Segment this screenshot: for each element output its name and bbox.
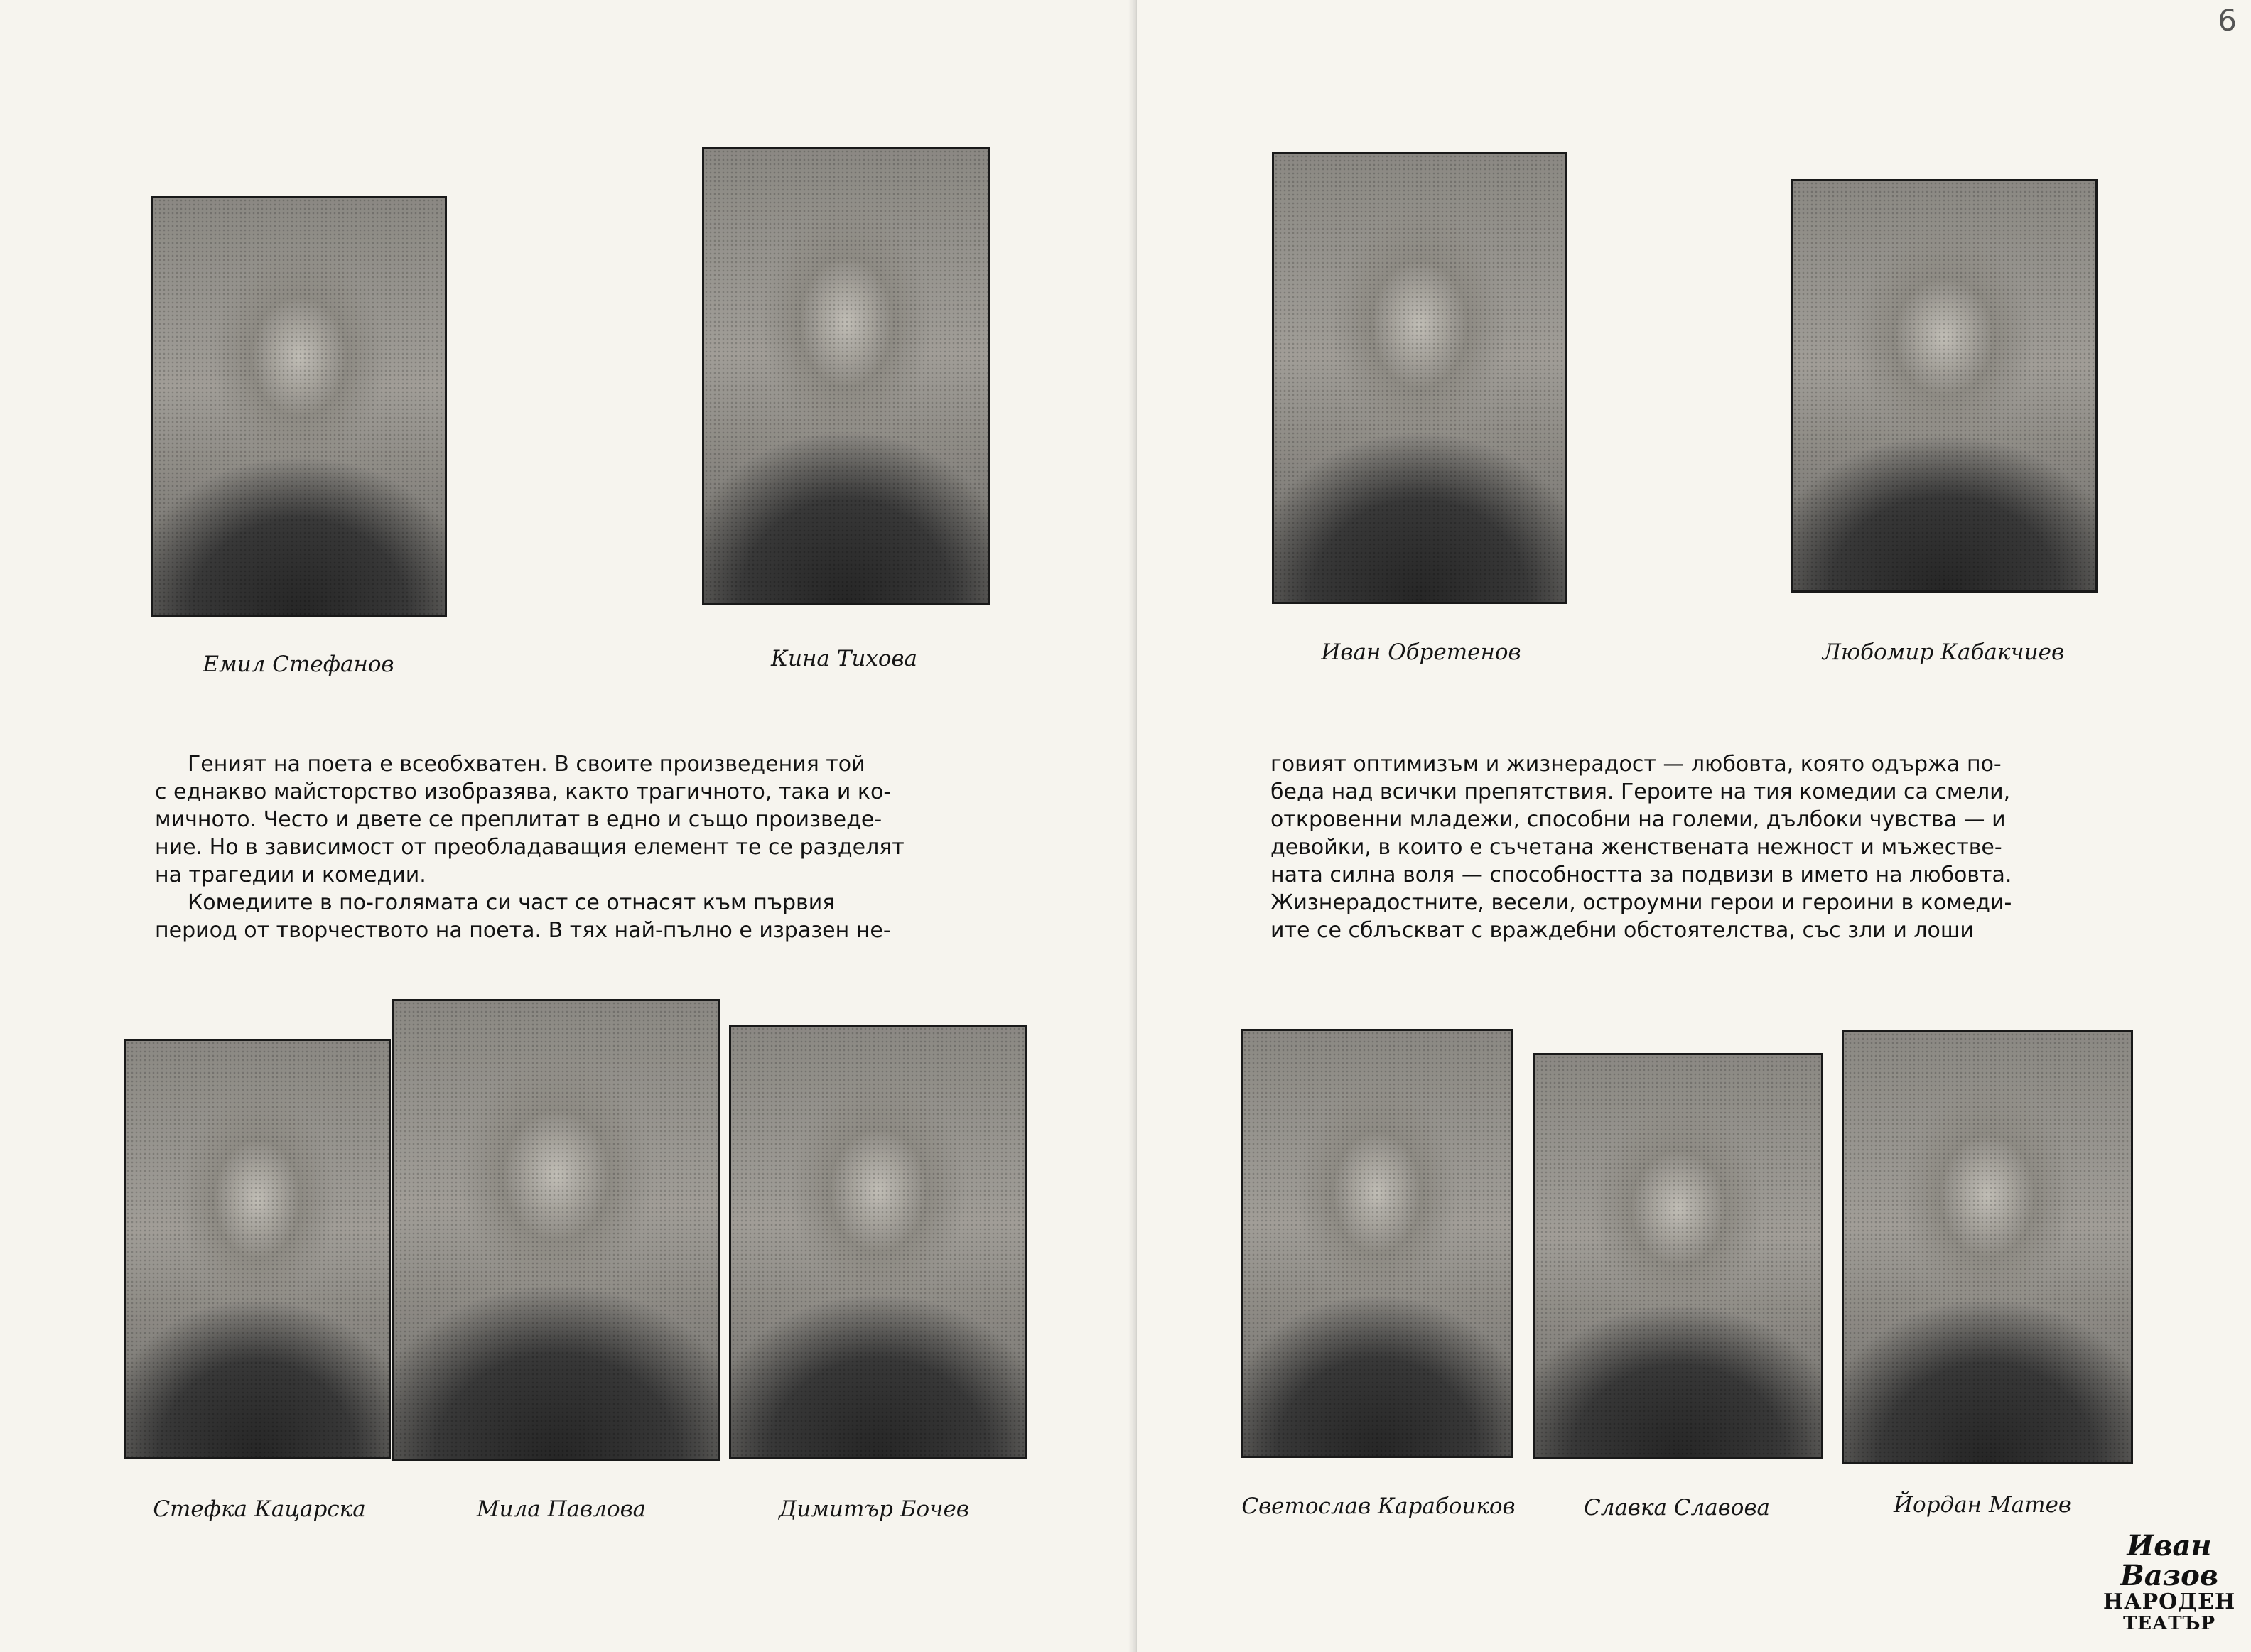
text-line: Комедиите в по-голямата си част се отнасят към първия	[188, 890, 836, 915]
text-line: Жизнерадостните, весели, остроумни герои и героини в комеди-	[1270, 890, 2012, 915]
text-line: ната силна воля — способността за подвизи в името на любовта.	[1270, 863, 2012, 887]
portrait-dimitar-bochev	[729, 1025, 1027, 1459]
caption-emil-stefanov: Емил Стефанов	[203, 652, 394, 677]
caption-dimitar-bochev: Димитър Бочев	[779, 1496, 969, 1522]
right-paragraph	[1270, 750, 2095, 944]
logo-line-2: ТЕАТЪР	[2122, 1613, 2216, 1634]
caption-yordan-matev: Йордан Матев	[1894, 1492, 2071, 1518]
text-line: ние. Но в зависимост от преобладаващия елемент те се разделят	[155, 835, 905, 860]
logo-script: Иван Вазов	[2120, 1529, 2219, 1592]
portrait-stefka-katsarska	[124, 1039, 391, 1459]
portrait-svetoslav-karaboikov	[1241, 1029, 1513, 1458]
right-page	[1137, 0, 2251, 1652]
caption-slavka-slavova: Славка Славова	[1583, 1495, 1770, 1521]
logo-line-1: НАРОДЕН	[2102, 1589, 2236, 1614]
text-line: ите се сблъскват с враждебни обстоятелства, със зли и лоши	[1270, 918, 1974, 943]
portrait-yordan-matev	[1842, 1030, 2133, 1464]
text-line: период от творчеството на поета. В тях най-пълно е изразен не-	[155, 918, 891, 943]
portrait-ivan-obretenov	[1272, 152, 1567, 604]
caption-kina-tihova: Кина Тихова	[770, 646, 918, 671]
portrait-emil-stefanov	[151, 196, 447, 617]
page-number: 6	[2218, 3, 2237, 38]
portrait-lyubomir-kabakchiev	[1791, 179, 2098, 593]
text-line: Гeният на поета е всеобхватен. В своите произведения той	[188, 752, 865, 777]
text-line: говият оптимизъм и жизнерадост — любовта, която одържа по-	[1270, 752, 2002, 777]
text-line: мичното. Често и двете се преплитат в едно и също произведе-	[155, 807, 882, 832]
portrait-kina-tihova	[702, 147, 990, 605]
caption-ivan-obretenov: Иван Обретенов	[1321, 639, 1521, 665]
text-line: откровенни младежи, способни на големи, дълбоки чувства — и	[1270, 807, 2006, 832]
text-line: беда над всички препятствия. Героите на тия комедии са смели,	[1270, 779, 2011, 804]
portrait-mila-pavlova	[392, 999, 720, 1461]
caption-lyubomir-kabakchiev: Любомир Кабакчиев	[1822, 639, 2065, 665]
caption-svetoslav-karaboikov: Светослав Карабоиков	[1241, 1494, 1516, 1519]
text-line: на трагедии и комедии.	[155, 863, 426, 887]
text-line: с еднакво майсторство изобразява, както трагичното, така и ко-	[155, 779, 892, 804]
portrait-slavka-slavova	[1533, 1053, 1823, 1459]
caption-stefka-katsarska: Стефка Кацарска	[153, 1496, 366, 1522]
national-theatre-logo	[2102, 1529, 2237, 1634]
left-paragraph	[155, 750, 993, 944]
caption-mila-pavlova: Мила Павлова	[476, 1496, 647, 1522]
text-line: девойки, в които е съчетана женствената нежност и мъжестве-	[1270, 835, 2002, 860]
